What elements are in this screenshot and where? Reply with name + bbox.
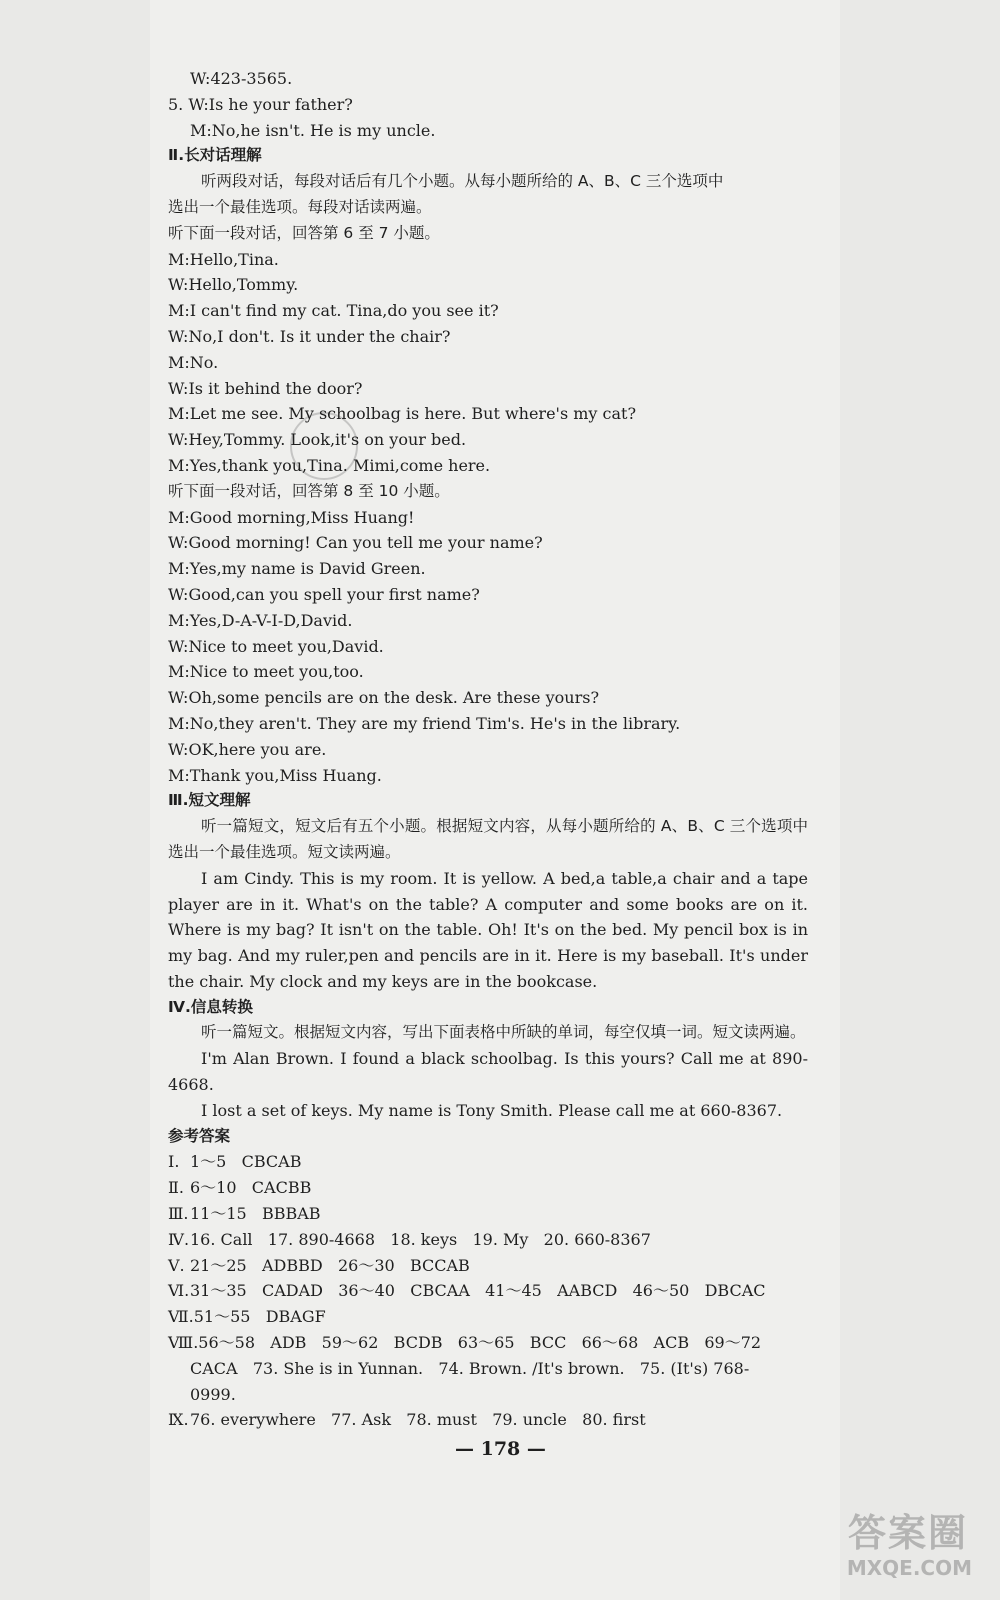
dialog-line: M:Good morning,Miss Huang! [168,507,415,527]
answer-num: Ⅸ. [168,1410,189,1430]
watermark-logo [808,1502,978,1582]
dialog-line: M:Nice to meet you,too. [168,662,364,682]
instruction: 听一篇短文。根据短文内容，写出下面表格中所缺的单词，每空仅填一词。短文读两遍。 [201,1023,806,1042]
answer-num: Ⅴ. [168,1255,185,1275]
dialog-line: M:Yes,my name is David Green. [168,559,426,579]
dialog-line: W:Nice to meet you,David. [168,636,384,656]
answers-heading: 参考答案 [168,1126,231,1145]
text-line: 5. W:Is he your father? [168,94,353,114]
answer-num: Ⅶ. [168,1307,194,1327]
dialog-line: W:Good morning! Can you tell me your name? [168,533,543,553]
answer-num: Ⅷ. [168,1333,199,1353]
watermark-url: MXQE.COM [846,1556,972,1580]
answer-text: 51～55 DBAGF [193,1307,326,1327]
dialog-intro: 听下面一段对话，回答第 8 至 10 小题。 [168,481,450,500]
answer-text: 76. everywhere 77. Ask 78. must 79. uncle 80. first [190,1410,646,1430]
dialog-line: W:Good,can you spell your first name? [168,584,480,604]
answer-num: Ⅵ. [168,1281,190,1301]
passage: I'm Alan Brown. I found a black schoolbag. Is this yours? Call me at 890-4668. [168,1049,808,1095]
answer-num: Ⅲ. [168,1204,189,1224]
dialog-line: M:No,they aren't. They are my friend Tim's. He's in the library. [168,713,681,733]
text-line: M:No,he isn't. He is my uncle. [190,120,436,140]
answer-text: 21～25 ADBBD 26～30 BCCAB [190,1255,470,1275]
answer-num: Ⅰ. [168,1152,180,1172]
dialog-intro: 听下面一段对话，回答第 6 至 7 小题。 [168,223,440,242]
dialog-line: W:Hello,Tommy. [168,275,299,295]
page-content [168,66,808,1433]
dialog-line: W:OK,here you are. [168,739,327,759]
section-heading: Ⅳ.信息转换 [168,997,253,1016]
dialog-line: W:Hey,Tommy. Look,it's on your bed. [168,430,467,450]
dialog-line: M:I can't find my cat. Tina,do you see it? [168,301,499,321]
answer-text: 1～5 CBCAB [190,1152,302,1172]
answer-num: Ⅳ. [168,1229,190,1249]
instruction: 听一篇短文，短文后有五个小题。根据短文内容，从每小题所给的 A、B、C 三个选项中选出一个最佳选项。短文读两遍。 [168,817,808,861]
passage: I lost a set of keys. My name is Tony Smith. Please call me at 660-8367. [201,1100,783,1120]
dialog-line: M:Yes,D-A-V-I-D,David. [168,610,353,630]
answer-text: 56～58 ADB 59～62 BCDB 63～65 BCC 66～68 ACB 69～72 [198,1333,762,1353]
dialog-line: W:Oh,some pencils are on the desk. Are these yours? [168,688,600,708]
answer-num: Ⅱ. [168,1178,184,1198]
dialog-line: M:Let me see. My schoolbag is here. But where's my cat? [168,404,637,424]
answer-text: 6～10 CACBB [190,1178,312,1198]
dialog-line: W:Is it behind the door? [168,378,363,398]
dialog-line: M:Hello,Tina. [168,249,279,269]
answer-text: 11～15 BBBAB [190,1204,321,1224]
instruction: 选出一个最佳选项。每段对话读两遍。 [168,197,432,216]
section-heading: Ⅱ.长对话理解 [168,146,262,165]
section-heading: Ⅲ.短文理解 [168,791,251,810]
passage: I am Cindy. This is my room. It is yellow. A bed,a table,a chair and a tape player are in it. What's on the table? A computer and some books are on it. Where is my bag? It isn't on the table. Oh! It's on the bed. My pencil box is in my bag. And my ruler,pen and pencils are in it. Here is my baseball. It's under the chair. My clock and my keys are in the bookcase. [168,868,808,991]
dialog-line: M:No. [168,352,219,372]
answer-text: CACA 73. She is in Yunnan. 74. Brown. /It's brown. 75. (It's) 768- [190,1358,750,1378]
text-line: W:423-3565. [190,69,293,88]
instruction: 听两段对话，每段对话后有几个小题。从每小题所给的 A、B、C 三个选项中 [201,172,724,191]
page-number: — 178 — [455,1438,546,1460]
dialog-line: M:Yes,thank you,Tina. Mimi,come here. [168,455,491,475]
dialog-line: W:No,I don't. Is it under the chair? [168,326,451,346]
answer-text: 31～35 CADAD 36～40 CBCAA 41～45 AABCD 46～50 DBCAC [190,1281,766,1301]
answer-text: 0999. [190,1384,236,1404]
answer-text: 16. Call 17. 890-4668 18. keys 19. My 20. 660-8367 [190,1229,651,1249]
watermark-text: 答案圈 [847,1511,968,1555]
dialog-line: M:Thank you,Miss Huang. [168,765,382,785]
